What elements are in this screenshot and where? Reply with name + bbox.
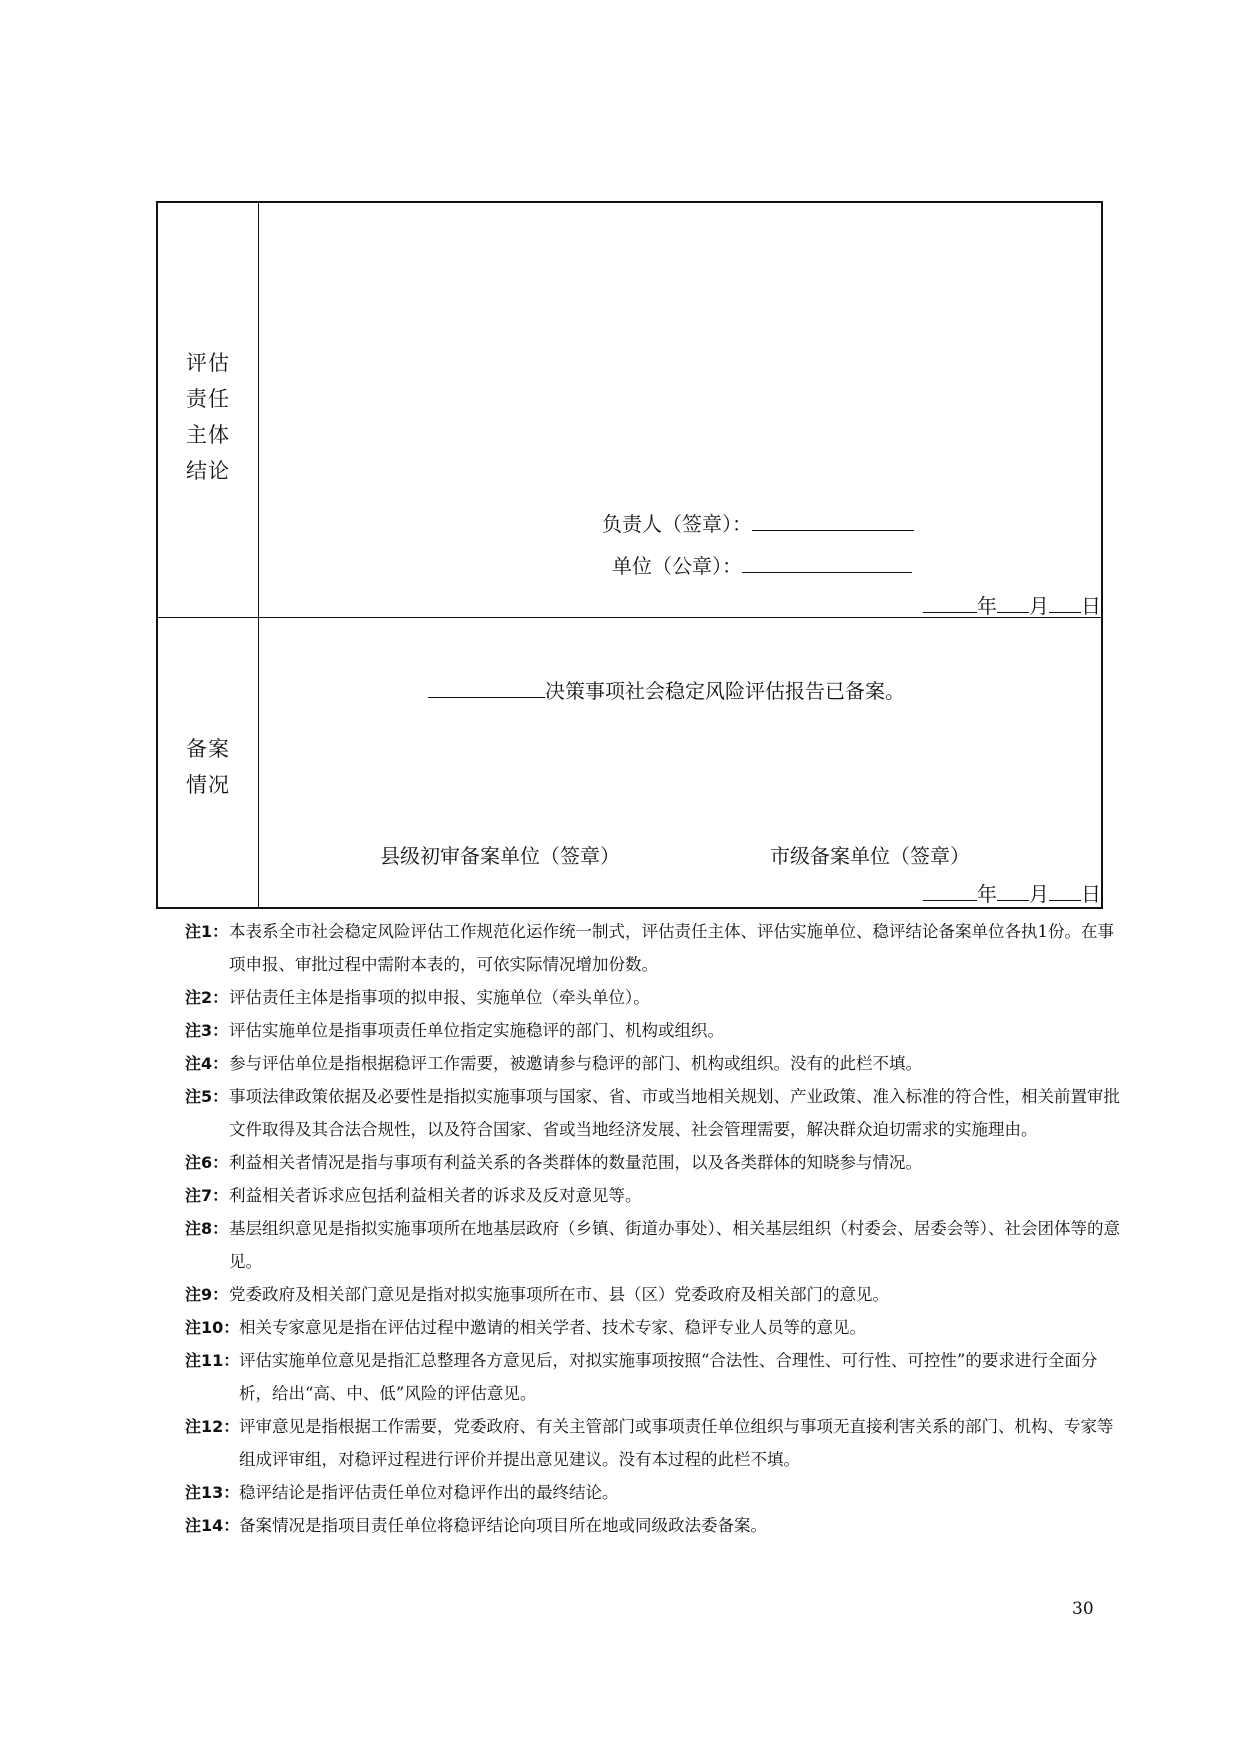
note-item bbox=[185, 1014, 1125, 1047]
note-text: 稳评结论是指评估责任单位对稳评作出的最终结论。 bbox=[239, 1483, 619, 1502]
filing-statement bbox=[428, 675, 905, 704]
note-text: 评估责任主体是指事项的拟申报、实施单位（牵头单位）。 bbox=[229, 988, 650, 1007]
note-label: 注5： bbox=[185, 1087, 229, 1106]
note-label: 注2： bbox=[185, 988, 229, 1007]
city-filing-unit: 市级备案单位（签章） bbox=[770, 844, 970, 868]
note-text: 利益相关者情况是指与事项有利益关系的各类群体的数量范围，以及各类群体的知晓参与情况。 bbox=[229, 1153, 922, 1172]
note-label: 注10： bbox=[185, 1318, 240, 1337]
note-item bbox=[185, 1476, 1125, 1509]
label-line: 结论 bbox=[186, 459, 230, 483]
day-label: 日 bbox=[1081, 882, 1101, 906]
unit-seal-label: 单位（公章）： bbox=[612, 554, 742, 578]
note-text: 评审意见是指根据工作需要，党委政府、有关主管部门或事项责任单位组织与事项无直接利害关系的部门、机构、专家等组成评审组，对稳评过程进行评价并提出意见建议。没有本过程的此栏不填。 bbox=[239, 1417, 1114, 1469]
label-line: 备案 bbox=[186, 737, 230, 761]
month-label: 月 bbox=[1029, 882, 1049, 906]
day-field[interactable] bbox=[1049, 880, 1081, 901]
county-filing-unit: 县级初审备案单位（签章） bbox=[380, 844, 620, 868]
year-label: 年 bbox=[977, 882, 997, 906]
page-number: 30 bbox=[1072, 1599, 1094, 1619]
note-item bbox=[185, 1410, 1125, 1476]
note-text: 事项法律政策依据及必要性是指拟实施事项与国家、省、市或当地相关规划、产业政策、准入标准的符合性，相关前置审批文件取得及其合法合规性，以及符合国家、省或当地经济发展、社会管理需要，解决群众迫切需求的实施理由。 bbox=[229, 1087, 1120, 1139]
note-item bbox=[185, 1509, 1125, 1542]
note-label: 注7： bbox=[185, 1186, 229, 1205]
form-table bbox=[156, 201, 1103, 909]
note-item bbox=[185, 1212, 1125, 1278]
note-item bbox=[185, 1146, 1125, 1179]
responsible-sign-field[interactable] bbox=[752, 510, 914, 531]
year-field[interactable] bbox=[923, 592, 977, 613]
month-label: 月 bbox=[1029, 594, 1049, 618]
unit-seal-line bbox=[612, 550, 912, 579]
note-label: 注6： bbox=[185, 1153, 229, 1172]
note-text: 备案情况是指项目责任单位将稳评结论向项目所在地或同级政法委备案。 bbox=[239, 1516, 767, 1535]
note-label: 注14： bbox=[185, 1516, 240, 1535]
note-label: 注12： bbox=[185, 1417, 240, 1436]
row1-date bbox=[923, 590, 1101, 619]
label-line: 责任 bbox=[186, 387, 230, 411]
label-evaluation-conclusion bbox=[158, 345, 258, 489]
notes-section bbox=[185, 915, 1125, 1542]
note-item bbox=[185, 1311, 1125, 1344]
note-label: 注1： bbox=[185, 922, 229, 941]
responsible-sign-line bbox=[602, 508, 914, 537]
note-text: 评估实施单位是指事项责任单位指定实施稳评的部门、机构或组织。 bbox=[229, 1021, 724, 1040]
month-field[interactable] bbox=[997, 592, 1029, 613]
decision-item-field[interactable] bbox=[428, 677, 545, 698]
day-field[interactable] bbox=[1049, 592, 1081, 613]
unit-seal-field[interactable] bbox=[742, 552, 912, 573]
note-item bbox=[185, 1278, 1125, 1311]
note-item bbox=[185, 1047, 1125, 1080]
note-text: 本表系全市社会稳定风险评估工作规范化运作统一制式，评估责任主体、评估实施单位、稳评结论备案单位各执1份。在事项申报、审批过程中需附本表的，可依实际情况增加份数。 bbox=[229, 922, 1114, 974]
label-filing-status bbox=[158, 731, 258, 803]
note-text: 利益相关者诉求应包括利益相关者的诉求及反对意见等。 bbox=[229, 1186, 642, 1205]
year-label: 年 bbox=[977, 594, 997, 618]
year-field[interactable] bbox=[923, 880, 977, 901]
responsible-sign-label: 负责人（签章）： bbox=[602, 512, 752, 536]
note-item bbox=[185, 981, 1125, 1014]
note-text: 党委政府及相关部门意见是指对拟实施事项所在市、县（区）党委政府及相关部门的意见。 bbox=[229, 1285, 889, 1304]
note-label: 注13： bbox=[185, 1483, 240, 1502]
row2-date bbox=[923, 878, 1101, 907]
month-field[interactable] bbox=[997, 880, 1029, 901]
note-label: 注11： bbox=[185, 1351, 240, 1370]
note-text: 评估实施单位意见是指汇总整理各方意见后，对拟实施事项按照“合法性、合理性、可行性、可控性”的要求进行全面分析，给出“高、中、低”风险的评估意见。 bbox=[239, 1351, 1098, 1403]
note-item bbox=[185, 1179, 1125, 1212]
note-item bbox=[185, 1344, 1125, 1410]
note-label: 注9： bbox=[185, 1285, 229, 1304]
label-line: 情况 bbox=[186, 773, 230, 797]
note-label: 注4： bbox=[185, 1054, 229, 1073]
day-label: 日 bbox=[1081, 594, 1101, 618]
note-item bbox=[185, 915, 1125, 981]
label-line: 评估 bbox=[186, 351, 230, 375]
filing-statement-text: 决策事项社会稳定风险评估报告已备案。 bbox=[545, 679, 905, 703]
note-text: 相关专家意见是指在评估过程中邀请的相关学者、技术专家、稳评专业人员等的意见。 bbox=[239, 1318, 866, 1337]
note-text: 参与评估单位是指根据稳评工作需要，被邀请参与稳评的部门、机构或组织。没有的此栏不填。 bbox=[229, 1054, 922, 1073]
note-label: 注8： bbox=[185, 1219, 229, 1238]
note-text: 基层组织意见是指拟实施事项所在地基层政府（乡镇、街道办事处）、相关基层组织（村委会、居委会等）、社会团体等的意见。 bbox=[229, 1219, 1120, 1271]
note-label: 注3： bbox=[185, 1021, 229, 1040]
label-line: 主体 bbox=[186, 423, 230, 447]
note-item bbox=[185, 1080, 1125, 1146]
column-divider bbox=[258, 203, 259, 907]
